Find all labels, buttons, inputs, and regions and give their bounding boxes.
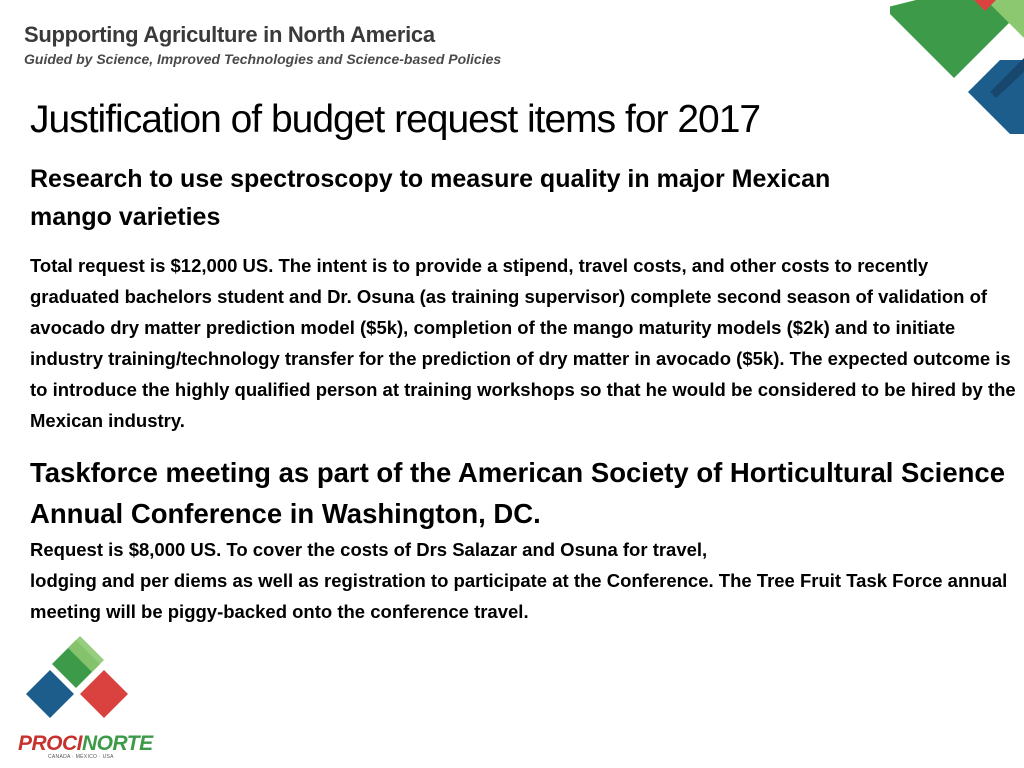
- section1-heading: Research to use spectroscopy to measure quality in major Mexican mango varieties: [30, 165, 831, 231]
- slide-title: Justification of budget request items for 2017: [30, 98, 761, 141]
- section1-body: Total request is $12,000 US. The intent is to provide a stipend, travel costs, and other costs to recently graduated bachelors student and Dr. Osuna (as training supervisor) complete second season of validation of avocado dry matter prediction model ($5k), completion of the mango maturity models ($2k) and to initiate industry training/technology transfer for the prediction of dry matter in avocado ($5k). The expected outcome is to introduce the highly qualified person at training workshops so that he would be considered to be hired by the Mexican industry.: [30, 255, 1016, 431]
- header-title: Supporting Agriculture in North America: [24, 22, 435, 47]
- logo-red-diamond: [80, 670, 128, 718]
- procinorte-word-part2: NORTE: [82, 732, 153, 755]
- procinorte-diamond-icon: [14, 628, 138, 732]
- procinorte-word-part1: PROCI: [18, 732, 83, 755]
- section2-body-line2: lodging and per diems as well as registration to participate at the Conference. The Tree Fruit Task Force annual meeting will be piggy-backed onto the conference travel.: [30, 570, 1008, 622]
- section2-body: [30, 534, 1018, 627]
- header-subtitle: Guided by Science, Improved Technologies and Science-based Policies: [24, 51, 502, 67]
- slide-content: [30, 160, 1018, 627]
- procinorte-wordmark: [18, 732, 153, 756]
- procinorte-logo: [14, 628, 153, 762]
- corner-diamond-logo: [890, 0, 1024, 134]
- procinorte-countries: CANADA · MÉXICO · USA: [48, 754, 114, 760]
- section2-heading: Taskforce meeting as part of the American Society of Horticultural Science Annual Conference in Washington, DC.: [30, 457, 1006, 529]
- section2-body-line1: Request is $8,000 US. To cover the costs of Drs Salazar and Osuna for travel,: [30, 539, 708, 560]
